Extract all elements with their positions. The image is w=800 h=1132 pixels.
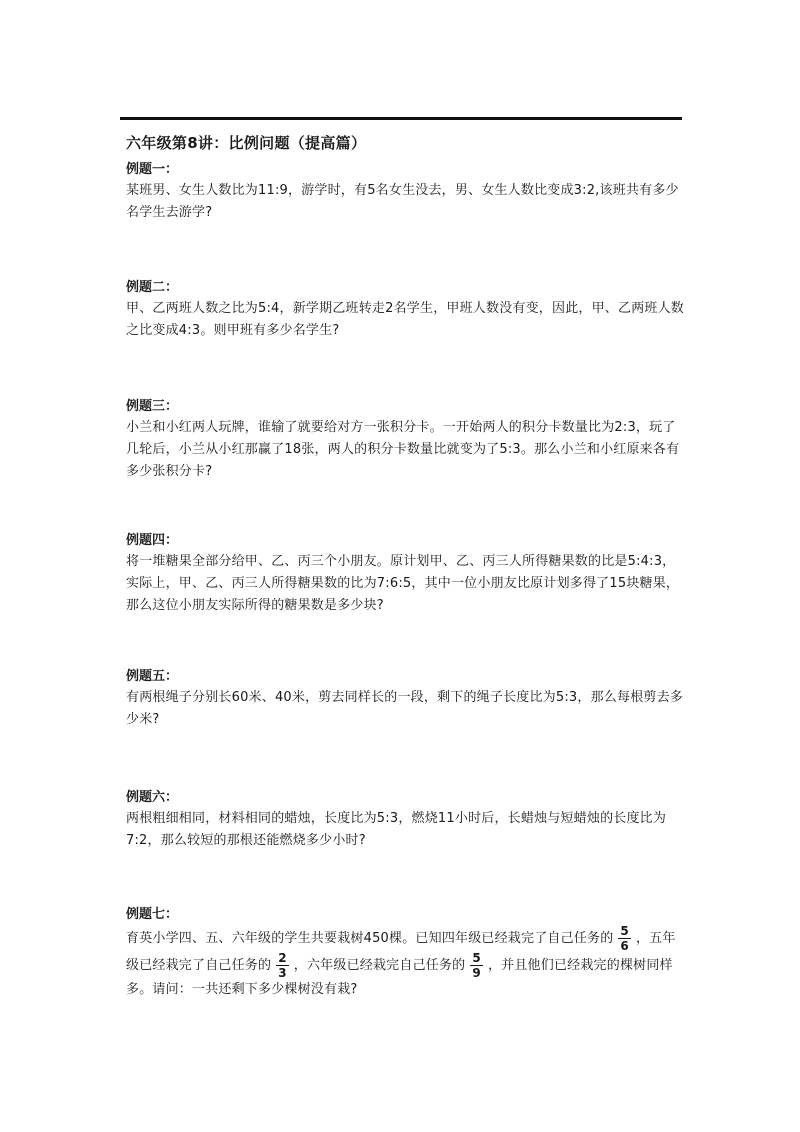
problem-text-part: ，五年级已经栽完了自己任务的 — [126, 931, 676, 973]
problem-text: 有两根绳子分别长60米、40米，剪去同样长的一段，剩下的绳子长度比为5:3，那么每根剪去多少米? — [126, 690, 684, 727]
fraction-numerator: 5 — [620, 924, 629, 938]
problem-text: 小兰和小红两人玩牌，谁输了就要给对方一张积分卡。一开始两人的积分卡数量比为2:3，玩了几轮后，小兰从小红那赢了18张，两人的积分卡数量比就变为了5:3。那么小兰和小红原来各有多少张积分卡? — [126, 420, 680, 479]
example-problem-7 — [126, 905, 686, 1001]
problem-text — [126, 925, 686, 1001]
fraction — [470, 952, 483, 979]
document-title: 六年级第8讲：比例问题（提高篇） — [126, 134, 367, 152]
fraction-numerator: 2 — [278, 951, 287, 965]
fraction-denominator: 6 — [620, 939, 629, 953]
problem-text-part: ，并且他们已经栽完的棵树同样多。请问：一共还剩下多少棵树没有栽? — [126, 958, 673, 997]
problem-text-part: 育英小学四、五、六年级的学生共要栽树450棵。已知四年级已经栽完了自己任务的 — [126, 931, 614, 946]
fraction-denominator: 9 — [472, 966, 481, 980]
fraction — [276, 952, 289, 979]
example-problem-6 — [126, 788, 686, 852]
example-problem-4 — [126, 531, 686, 617]
fraction-numerator: 5 — [472, 951, 481, 965]
fraction-denominator: 3 — [278, 966, 287, 980]
header-rule — [120, 117, 682, 120]
example-problem-3 — [126, 397, 686, 483]
problem-label: 例题六： — [126, 790, 179, 805]
fraction — [618, 925, 631, 952]
problem-label: 例题四： — [126, 533, 179, 548]
problem-text: 某班男、女生人数比为11:9，游学时，有5名女生没去，男、女生人数比变成3:2,该班共有多少名学生去游学? — [126, 183, 679, 220]
problem-label: 例题七： — [126, 907, 179, 922]
example-problem-5 — [126, 667, 686, 731]
problem-label: 例题一： — [126, 162, 179, 177]
problem-label: 例题三： — [126, 399, 179, 414]
problem-text: 甲、乙两班人数之比为5:4，新学期乙班转走2名学生，甲班人数没有变，因此，甲、乙两班人数之比变成4:3。则甲班有多少名学生? — [126, 301, 684, 338]
example-problem-1 — [126, 160, 686, 224]
problem-text-part: ，六年级已经栽完自己任务的 — [293, 958, 466, 973]
example-problem-2 — [126, 278, 686, 342]
problem-text: 将一堆糖果全部分给甲、乙、丙三个小朋友。原计划甲、乙、丙三人所得糖果数的比是5:4:3，实际上，甲、乙、丙三人所得糖果数的比为7:6:5，其中一位小朋友比原计划多得了15块糖果，那么这位小朋友实际所得的糖果数是多少块? — [126, 554, 680, 613]
problem-text: 两根粗细相同，材料相同的蜡烛，长度比为5:3，燃烧11小时后，长蜡烛与短蜡烛的长度比为7:2，那么较短的那根还能燃烧多少小时? — [126, 811, 667, 848]
problem-label: 例题五： — [126, 669, 179, 684]
problem-label: 例题二： — [126, 280, 179, 295]
